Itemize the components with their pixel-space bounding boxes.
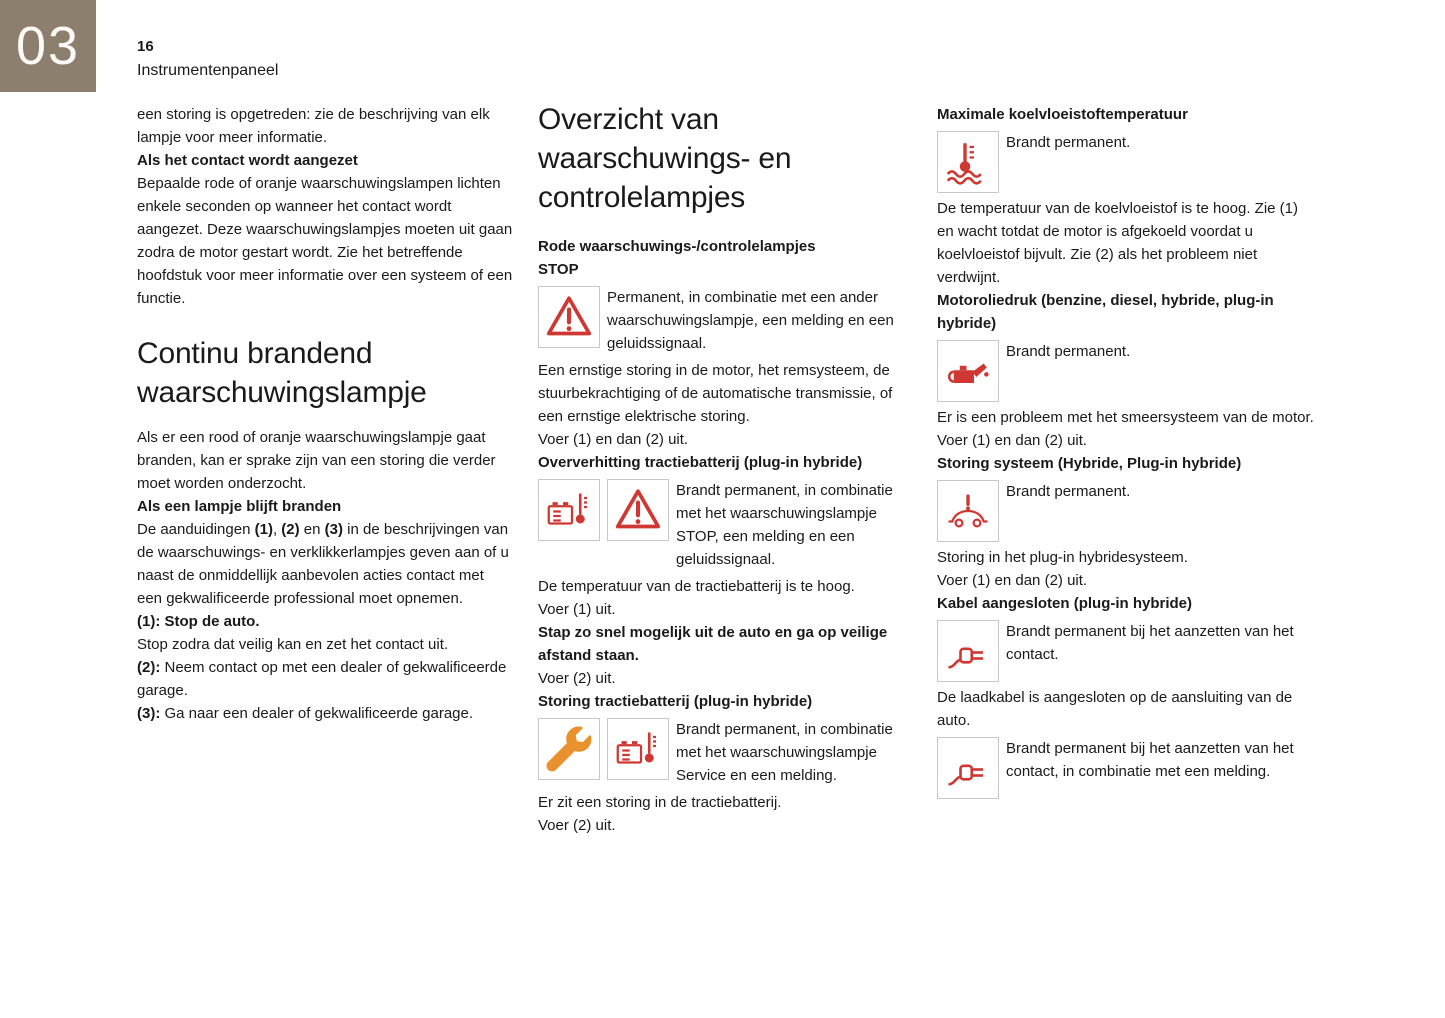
overheat-title: Oververhitting tractiebatterij (plug-in hybride) xyxy=(538,454,863,471)
coolant-beside-text: Brandt permanent. xyxy=(1006,134,1131,151)
cable-beside-text-1: Brandt permanent bij het aanzetten van het contact. xyxy=(1006,623,1294,663)
cable-icon-row-1 xyxy=(937,620,1315,682)
column-general-info xyxy=(137,103,513,725)
cable-beside-text-2: Brandt permanent bij het aanzetten van het contact, in combinatie met een melding. xyxy=(1006,740,1294,780)
stop-icon-row xyxy=(538,286,918,355)
battery-temperature-icon xyxy=(538,479,600,541)
system-fault-icon-row xyxy=(937,480,1315,542)
continuous-warning-heading: Continu brandend waarschuwingslampje xyxy=(137,337,427,409)
system-fault-action: Voer (1) en dan (2) uit. xyxy=(937,572,1088,589)
stop-action: Voer (1) en dan (2) uit. xyxy=(538,431,689,448)
entry-stop xyxy=(538,258,918,451)
overheat-action-1: Voer (1) uit. xyxy=(538,601,616,618)
ref-2-prefix: (2): xyxy=(137,659,161,676)
chapter-number: 03 xyxy=(15,16,81,76)
page-number: 16 xyxy=(137,38,154,55)
overheat-icon-row xyxy=(538,479,918,571)
coolant-title: Maximale koelvloeistoftemperatuur xyxy=(937,106,1188,123)
stop-title: STOP xyxy=(538,261,579,278)
cable-title: Kabel aangesloten (plug-in hybride) xyxy=(937,595,1193,612)
stop-description: Een ernstige storing in de motor, het remsysteem, de stuurbekrachtiging of de automatische transmissie, of een ernstige elektrische storing. xyxy=(538,362,893,425)
overview-heading: Overzicht van waarschuwings- en controlelampjes xyxy=(538,103,792,214)
battery-fault-beside-text: Brandt permanent, in combinatie met het waarschuwingslampje Service en een melding. xyxy=(676,721,893,784)
stop-beside-text: Permanent, in combinatie met een ander waarschuwingslampje, een melding en een geluidssignaal. xyxy=(607,289,894,352)
ref-2-label: (2) xyxy=(281,521,300,538)
battery-fault-action: Voer (2) uit. xyxy=(538,817,616,834)
continuous-warning-paragraph: Als er een rood of oranje waarschuwingslampje gaat branden, kan er sprake zijn van een storing die verder moet worden onderzocht. xyxy=(137,429,496,492)
chapter-tab xyxy=(0,0,96,92)
charging-cable-icon xyxy=(937,737,999,799)
entry-engine-oil-pressure xyxy=(937,289,1315,452)
text-run: Neem contact op met een dealer of gekwalificeerde garage. xyxy=(137,659,507,699)
charging-cable-icon xyxy=(937,620,999,682)
system-fault-beside-text: Brandt permanent. xyxy=(1006,483,1131,500)
battery-fault-description: Er zit een storing in de tractiebatterij. xyxy=(538,794,782,811)
coolant-icon-row xyxy=(937,131,1315,193)
ref-3-label: (3) xyxy=(324,521,344,538)
action-3-paragraph xyxy=(137,702,513,725)
action-1-paragraph: Stop zodra dat veilig kan en zet het contact uit. xyxy=(137,636,449,653)
overheat-action-2: Voer (2) uit. xyxy=(538,670,616,687)
cable-description: De laadkabel is aangesloten op de aansluiting van de auto. xyxy=(937,689,1293,729)
entry-traction-battery-overheat xyxy=(538,451,918,690)
page-header xyxy=(137,38,278,80)
entry-hybrid-system-fault xyxy=(937,452,1315,592)
section-title: Instrumentenpaneel xyxy=(137,62,279,79)
oil-beside-text: Brandt permanent. xyxy=(1006,343,1131,360)
intro-paragraph: een storing is opgetreden: zie de beschrijving van elk lampje voor meer informatie. xyxy=(137,106,490,146)
oil-title: Motoroliedruk (benzine, diesel, hybride, plug-in hybride) xyxy=(937,292,1274,332)
coolant-temperature-icon xyxy=(937,131,999,193)
column-warning-lights-overview xyxy=(538,100,918,837)
car-warning-icon xyxy=(937,480,999,542)
text-run: in de beschrijvingen van de waarschuwings- en verklikkerlampjes geven aan of u naast de onmiddellijk aanbevolen acties contact met een gekwalificeerde professional moet opnemen. xyxy=(137,521,509,607)
entry-traction-battery-fault xyxy=(538,690,918,837)
text-run: De aanduidingen xyxy=(137,521,255,538)
battery-fault-title: Storing tractiebatterij (plug-in hybride) xyxy=(538,693,813,710)
indications-paragraph xyxy=(137,518,513,610)
ref-1-label: (1) xyxy=(254,521,273,538)
coolant-description: De temperatuur van de koelvloeistof is te hoog. Zie (1) en wacht totdat de motor is afgekoeld voordat u koelvloeistof bijvult. Zie (2) als het probleem niet verdwijnt. xyxy=(937,200,1299,286)
contact-on-paragraph: Bepaalde rode of oranje waarschuwingslampen lichten enkele seconden op wanneer het contact wordt aangezet. Deze waarschuwingslampjes moeten uit gaan zodra de motor gestart wordt. Zie het betreffende hoofdstuk voor meer informatie over een systeem of een functie. xyxy=(137,175,513,307)
overheat-description: De temperatuur van de tractiebatterij is te hoog. xyxy=(538,578,855,595)
text-run: en xyxy=(299,521,325,538)
system-fault-description: Storing in het plug-in hybridesysteem. xyxy=(937,549,1188,566)
battery-temperature-icon xyxy=(607,718,669,780)
service-wrench-icon xyxy=(538,718,600,780)
entry-cable-connected xyxy=(937,592,1315,799)
contact-on-heading: Als het contact wordt aangezet xyxy=(137,152,358,169)
warning-triangle-icon xyxy=(538,286,600,348)
oil-description: Er is een probleem met het smeersysteem van de motor. xyxy=(937,409,1314,426)
action-1-heading: (1): Stop de auto. xyxy=(137,613,260,630)
engine-oil-pressure-icon xyxy=(937,340,999,402)
overheat-warning-text: Stap zo snel mogelijk uit de auto en ga op veilige afstand staan. xyxy=(538,624,888,664)
lamp-stays-on-heading: Als een lampje blijft branden xyxy=(137,498,342,515)
column-warning-lights-continued xyxy=(937,103,1315,803)
ref-3-prefix: (3): xyxy=(137,705,161,722)
red-lights-subheading: Rode waarschuwings-/controlelampjes xyxy=(538,238,816,255)
cable-icon-row-2 xyxy=(937,737,1315,799)
overheat-beside-text: Brandt permanent, in combinatie met het waarschuwingslampje STOP, een melding en een geluidssignaal. xyxy=(676,482,893,568)
oil-action: Voer (1) en dan (2) uit. xyxy=(937,432,1088,449)
action-2-paragraph xyxy=(137,656,513,702)
warning-triangle-icon xyxy=(607,479,669,541)
entry-coolant-temperature xyxy=(937,103,1315,289)
system-fault-title: Storing systeem (Hybride, Plug-in hybride) xyxy=(937,455,1242,472)
battery-fault-icon-row xyxy=(538,718,918,787)
text-run: , xyxy=(272,521,282,538)
oil-icon-row xyxy=(937,340,1315,402)
text-run: Ga naar een dealer of gekwalificeerde garage. xyxy=(160,705,474,722)
